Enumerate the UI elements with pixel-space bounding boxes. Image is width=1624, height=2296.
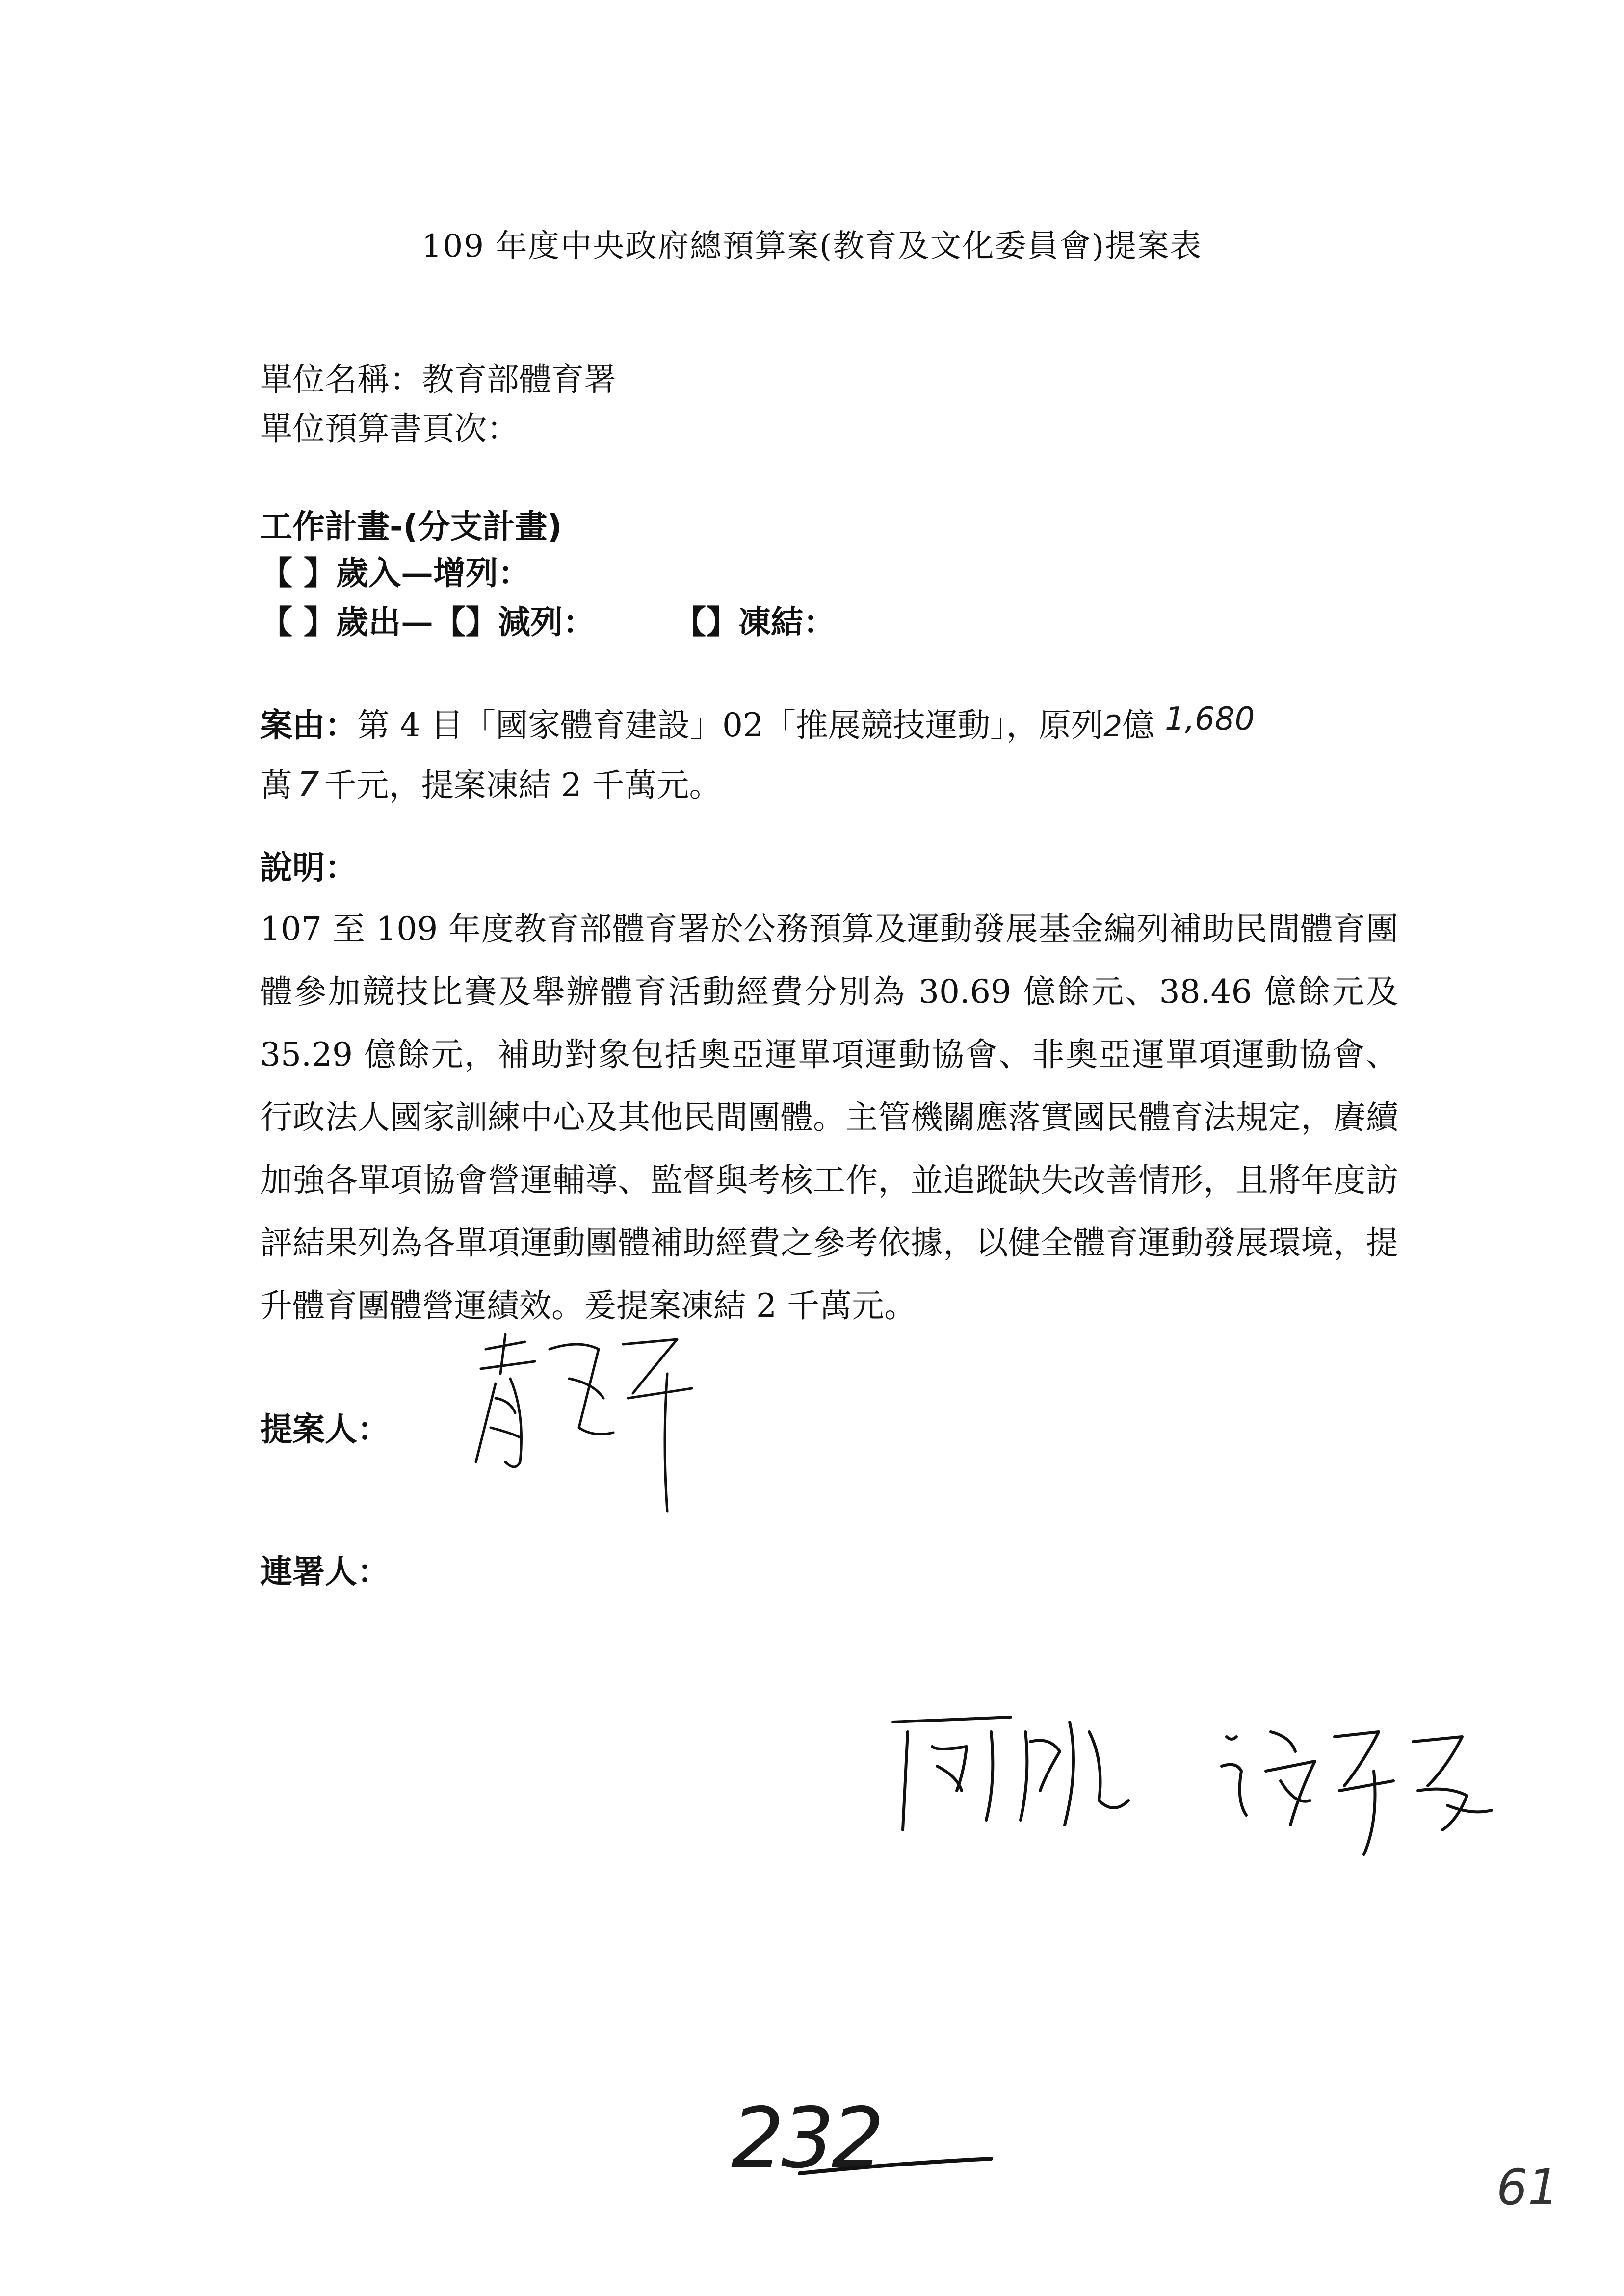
handwritten-amount-qian: 7 (297, 764, 319, 805)
unit-name-label: 單位名稱： (260, 361, 422, 398)
reason-text-a: 第 4 目「國家體育建設」02「推展競技運動」，原列 (357, 706, 1103, 744)
cosigner-label: 連署人： (260, 1553, 390, 1591)
handwritten-page-number: 232 (731, 2090, 882, 2187)
cosigner-signature-1 (883, 1702, 1148, 1850)
handwritten-amount-yi: 2 (1103, 709, 1123, 744)
handwritten-amount-wan: 1,680 (1165, 701, 1255, 737)
reason-text-d: 千元，提案凍結 2 千萬元。 (324, 766, 722, 804)
corner-page-number: 61 (1496, 2159, 1559, 2216)
reason-paragraph (260, 697, 1418, 814)
proposer-label: 提案人： (260, 1410, 390, 1448)
expense-label: 【 】歲出—【】減列： (260, 603, 595, 641)
explanation-label: 說明： (260, 849, 357, 887)
proposer-signature (466, 1315, 721, 1521)
unit-name-line (260, 353, 616, 400)
explanation-body: 107 至 109 年度教育部體育署於公務預算及運動發展基金編列補助民間體育團體參加競技比賽及舉辦體育活動經費分別為 30.69 億餘元、38.46 億餘元及 35.29 億餘元，補助對象包括奧亞運單項運動協會、非奧亞運單項運動協會、行政法人國家訓練中心及其他民間團體。主管機關應落實國民體育法規定，賡續加強各單項協會營運輔導、監督與考核工作，並追蹤缺失改善情形，且將年度訪評結果列為各單項運動團體補助經費之參考依據，以健全體育運動發展環境，提升體育團體營運績效。爰提案凍結 2 千萬元。 (260, 910, 1398, 1325)
unit-page-label: 單位預算書頁次： (260, 410, 519, 447)
cosigner-signature-2 (1217, 1707, 1521, 1864)
revenue-line: 【 】歲入—增列： (260, 554, 530, 592)
document-title: 109 年度中央政府總預算案(教育及文化委員會)提案表 (421, 228, 1203, 264)
freeze-label: 【】凍結： (673, 603, 836, 641)
expense-line (260, 596, 836, 643)
unit-name-value: 教育部體育署 (422, 361, 616, 398)
reason-text-b: 億 (1122, 706, 1155, 744)
unit-page-line (260, 402, 519, 449)
reason-label: 案由： (260, 706, 357, 744)
page-number-underline-stroke (795, 2154, 1001, 2183)
reason-text-c: 萬 (260, 766, 292, 804)
work-plan-line: 工作計畫-(分支計畫) (260, 508, 562, 546)
